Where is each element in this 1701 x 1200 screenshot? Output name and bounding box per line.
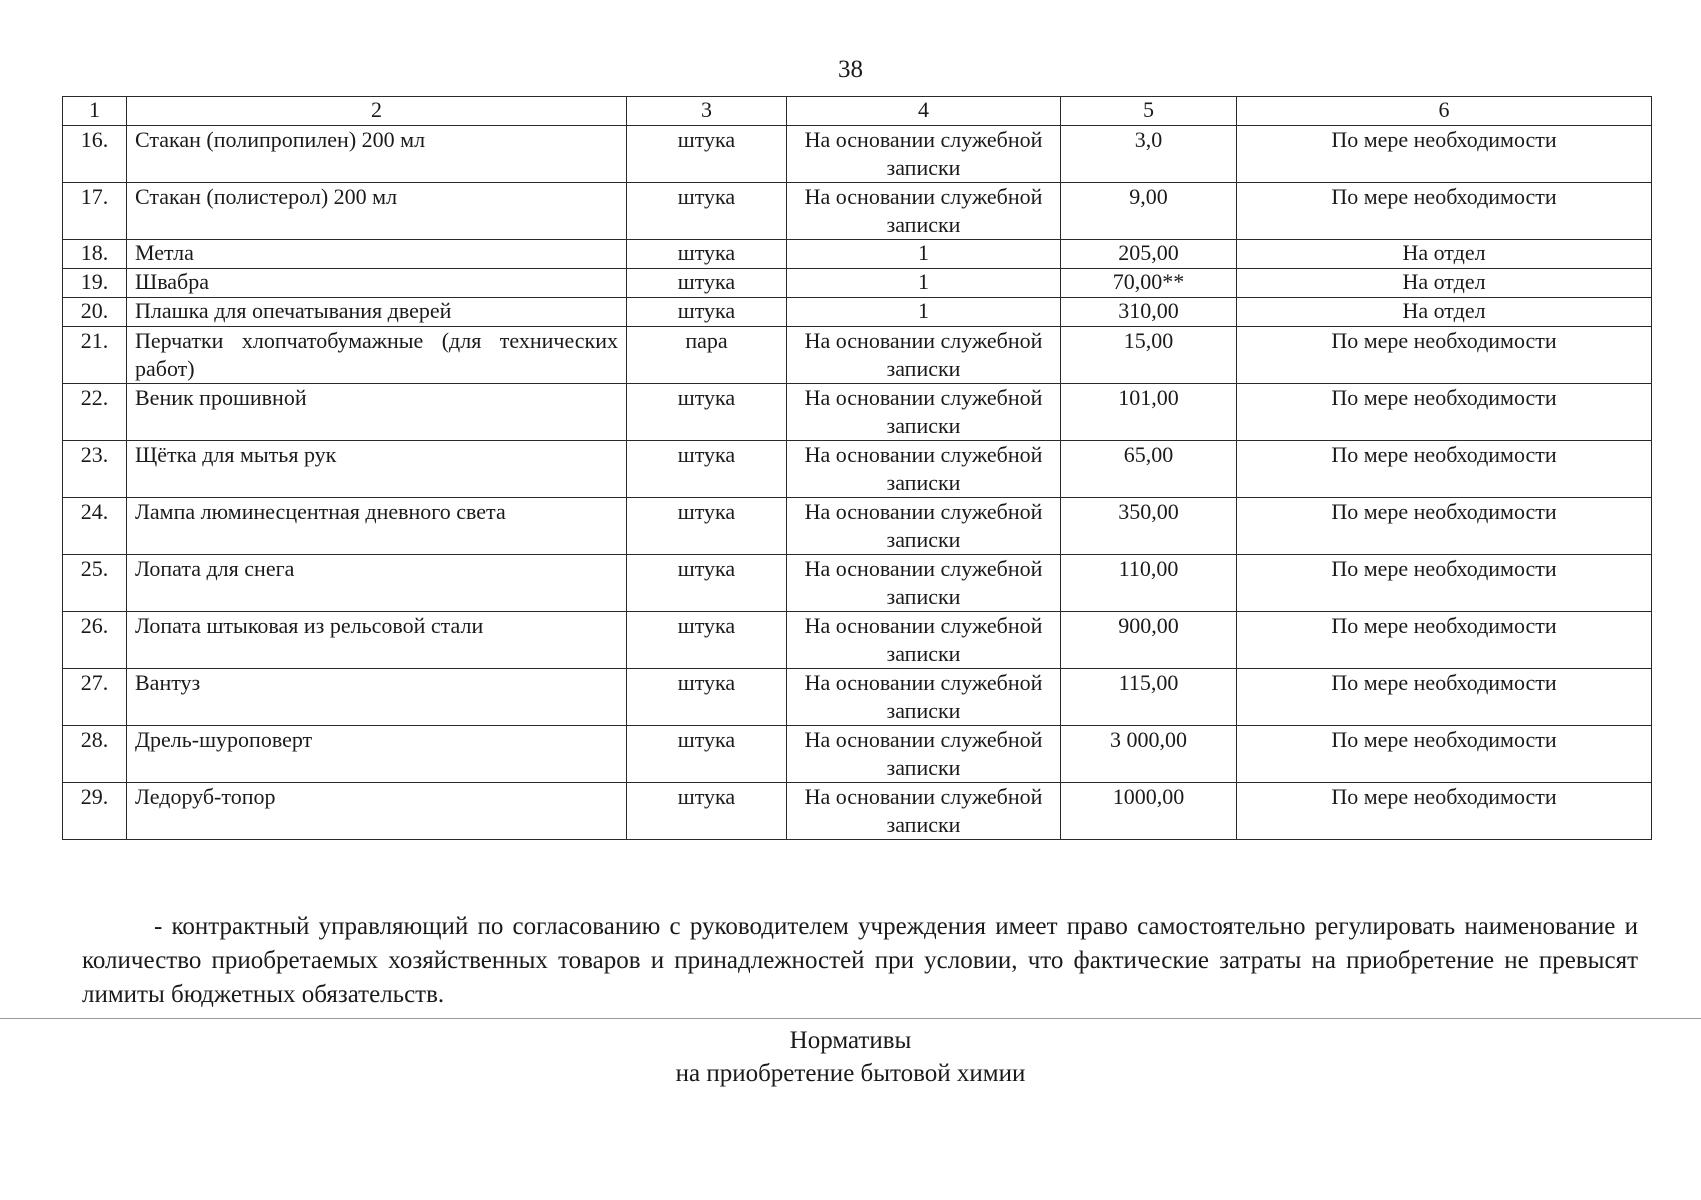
row-number: 22.	[63, 384, 127, 441]
row-number: 16.	[63, 126, 127, 183]
item-price: 900,00	[1061, 612, 1237, 669]
item-unit: штука	[627, 783, 787, 840]
column-number: 5	[1061, 97, 1237, 126]
table-row	[63, 327, 1652, 384]
item-period: По мере необходимости	[1237, 555, 1652, 612]
item-name: Лопата штыковая из рельсовой стали	[127, 612, 627, 669]
item-period: По мере необходимости	[1237, 183, 1652, 240]
item-unit: штука	[627, 726, 787, 783]
row-number: 20.	[63, 298, 127, 327]
item-period: На отдел	[1237, 240, 1652, 269]
item-quantity: 1	[787, 269, 1061, 298]
row-number: 19.	[63, 269, 127, 298]
table-row	[63, 726, 1652, 783]
item-unit: штука	[627, 240, 787, 269]
row-number: 28.	[63, 726, 127, 783]
item-unit: штука	[627, 384, 787, 441]
column-number: 1	[63, 97, 127, 126]
item-quantity: На основании служебной записки	[787, 669, 1061, 726]
note-paragraph: - контрактный управляющий по согласованию с руководителем учреждения имеет право самостоятельно регулировать наименование и количество приобретаемых хозяйственных товаров и принадлежностей при условии, что фактические затраты на приобретение не превысят лимиты бюджетных обязательств.	[82, 913, 1638, 1008]
item-price: 65,00	[1061, 441, 1237, 498]
item-price: 1000,00	[1061, 783, 1237, 840]
table-row	[63, 555, 1652, 612]
item-period: По мере необходимости	[1237, 441, 1652, 498]
item-price: 3,0	[1061, 126, 1237, 183]
item-period: На отдел	[1237, 298, 1652, 327]
item-period: По мере необходимости	[1237, 327, 1652, 384]
column-number-row	[63, 97, 1652, 126]
table-row	[63, 298, 1652, 327]
item-price: 70,00**	[1061, 269, 1237, 298]
norms-table	[62, 96, 1652, 840]
item-unit: штука	[627, 498, 787, 555]
item-period: По мере необходимости	[1237, 669, 1652, 726]
item-name: Ледоруб-топор	[127, 783, 627, 840]
row-number: 21.	[63, 327, 127, 384]
item-name: Перчатки хлопчатобумажные (для технических работ)	[127, 327, 627, 384]
item-price: 3 000,00	[1061, 726, 1237, 783]
column-number: 2	[127, 97, 627, 126]
table-row	[63, 183, 1652, 240]
table-row	[63, 441, 1652, 498]
row-number: 17.	[63, 183, 127, 240]
item-price: 310,00	[1061, 298, 1237, 327]
item-quantity: На основании служебной записки	[787, 327, 1061, 384]
item-name: Швабра	[127, 269, 627, 298]
item-quantity: На основании служебной записки	[787, 441, 1061, 498]
column-number: 4	[787, 97, 1061, 126]
row-number: 24.	[63, 498, 127, 555]
row-number: 23.	[63, 441, 127, 498]
item-name: Метла	[127, 240, 627, 269]
table-row	[63, 126, 1652, 183]
item-name: Лампа люминесцентная дневного света	[127, 498, 627, 555]
table-row	[63, 240, 1652, 269]
row-number: 27.	[63, 669, 127, 726]
item-name: Лопата для снега	[127, 555, 627, 612]
item-quantity: На основании служебной записки	[787, 612, 1061, 669]
item-name: Щётка для мытья рук	[127, 441, 627, 498]
item-name: Плашка для опечатывания дверей	[127, 298, 627, 327]
item-unit: штука	[627, 555, 787, 612]
item-unit: штука	[627, 441, 787, 498]
item-quantity: На основании служебной записки	[787, 726, 1061, 783]
item-unit: штука	[627, 126, 787, 183]
table-row	[63, 269, 1652, 298]
section-title-line-2: на приобретение бытовой химии	[675, 1060, 1026, 1087]
item-unit: штука	[627, 669, 787, 726]
table-row	[63, 612, 1652, 669]
table-row	[63, 783, 1652, 840]
item-period: По мере необходимости	[1237, 783, 1652, 840]
item-quantity: На основании служебной записки	[787, 783, 1061, 840]
item-quantity: На основании служебной записки	[787, 183, 1061, 240]
section-title-line-1: Нормативы	[789, 1027, 912, 1054]
item-quantity: На основании служебной записки	[787, 384, 1061, 441]
item-price: 110,00	[1061, 555, 1237, 612]
item-name: Стакан (полистерол) 200 мл	[127, 183, 627, 240]
row-number: 26.	[63, 612, 127, 669]
item-price: 101,00	[1061, 384, 1237, 441]
item-price: 9,00	[1061, 183, 1237, 240]
item-unit: штука	[627, 298, 787, 327]
table-row	[63, 669, 1652, 726]
item-quantity: 1	[787, 298, 1061, 327]
item-name: Веник прошивной	[127, 384, 627, 441]
item-period: По мере необходимости	[1237, 612, 1652, 669]
item-name: Стакан (полипропилен) 200 мл	[127, 126, 627, 183]
item-price: 115,00	[1061, 669, 1237, 726]
row-number: 18.	[63, 240, 127, 269]
item-name: Дрель-шуроповерт	[127, 726, 627, 783]
row-number: 25.	[63, 555, 127, 612]
item-price: 15,00	[1061, 327, 1237, 384]
item-unit: пара	[627, 327, 787, 384]
item-unit: штука	[627, 612, 787, 669]
item-quantity: На основании служебной записки	[787, 498, 1061, 555]
item-price: 350,00	[1061, 498, 1237, 555]
table-row	[63, 384, 1652, 441]
item-quantity: На основании служебной записки	[787, 126, 1061, 183]
item-period: По мере необходимости	[1237, 498, 1652, 555]
column-number: 3	[627, 97, 787, 126]
item-quantity: На основании служебной записки	[787, 555, 1061, 612]
item-unit: штука	[627, 269, 787, 298]
column-number: 6	[1237, 97, 1652, 126]
item-period: По мере необходимости	[1237, 726, 1652, 783]
item-price: 205,00	[1061, 240, 1237, 269]
table-row	[63, 498, 1652, 555]
item-quantity: 1	[787, 240, 1061, 269]
row-number: 29.	[63, 783, 127, 840]
section-divider	[0, 1018, 1701, 1019]
item-period: На отдел	[1237, 269, 1652, 298]
item-name: Вантуз	[127, 669, 627, 726]
item-period: По мере необходимости	[1237, 126, 1652, 183]
item-unit: штука	[627, 183, 787, 240]
section-title	[0, 1024, 1701, 1090]
page-number: 38	[838, 56, 863, 83]
item-period: По мере необходимости	[1237, 384, 1652, 441]
